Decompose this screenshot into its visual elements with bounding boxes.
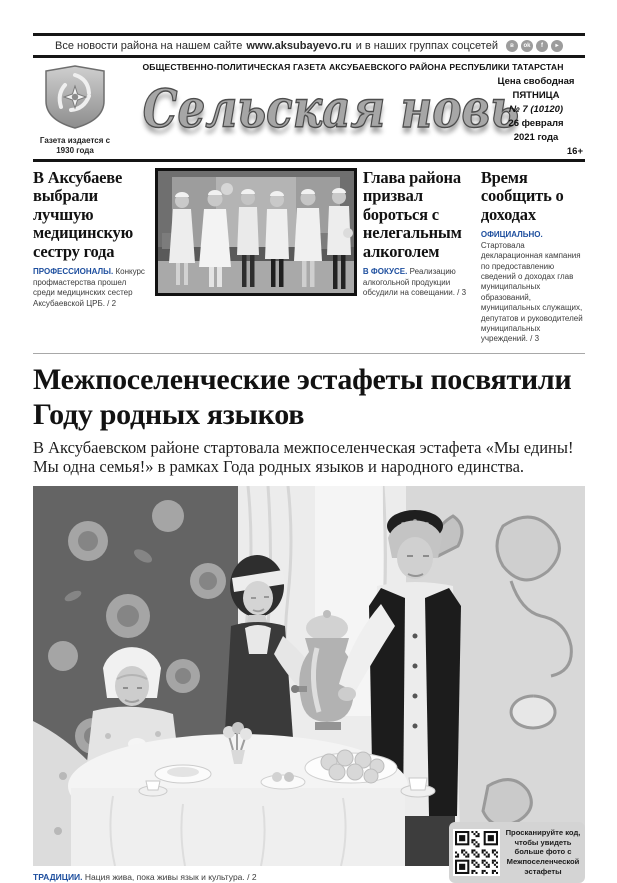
coat-of-arms-icon — [44, 65, 106, 129]
photo-caption — [33, 872, 423, 882]
teaser-text: Стартовала декларационная кампания по предоставлению сведений о доходах глав муниципальных образований, муниципальных служащих, депутатов и руководителей муниципальных учреждений. / 3 — [480, 240, 583, 344]
main-headline: Межпоселенческие эстафеты посвятили Году родных языков — [33, 362, 572, 431]
teaser-title: Глава района призвал бороться с нелегальным алкоголем — [362, 168, 462, 261]
weekday-label: ПЯТНИЦА — [512, 90, 560, 101]
teaser-text: Реализацию алкогольной продукции обсудили на совещании. / 3 — [362, 267, 467, 298]
teaser-kicker: ПРОФЕССИОНАЛЫ. — [33, 267, 114, 277]
teaser-alcohol[interactable] — [363, 168, 475, 345]
teaser-kicker: ОФИЦИАЛЬНО. — [480, 230, 543, 240]
newspaper-front-page — [33, 33, 585, 882]
qr-code — [455, 831, 498, 874]
logo-block — [33, 65, 117, 156]
qr-panel[interactable] — [449, 822, 585, 883]
teaser-kicker: В ФОКУСЕ. — [362, 267, 408, 277]
teaser-text: Конкурс профмастерства прошел среди медицинских сестер Аксубаевской ЦРБ. / 2 — [33, 267, 145, 308]
topbar-text-prefix: Все новости района на нашем сайте — [55, 40, 243, 52]
teaser-row — [33, 159, 585, 345]
site-url[interactable]: www.aksubayevo.ru — [246, 40, 352, 52]
topbar-text-suffix: и в наших группах соцсетей — [355, 40, 498, 52]
facebook-icon[interactable]: f — [536, 40, 548, 52]
issue-info — [487, 75, 585, 159]
nurses-photo — [155, 168, 357, 296]
youtube-icon[interactable]: ▸ — [551, 40, 563, 52]
price-label: Цена свободная — [497, 76, 575, 87]
teaser-summary — [481, 230, 585, 344]
teaser-summary — [33, 267, 149, 309]
main-subhead: В Аксубаевском районе стартовала межпоселенческая эстафета «Мы едины! Мы одна семья!» в рамках Года родных языков и народного единства. — [33, 437, 574, 477]
tea-ceremony-photo-image — [33, 486, 585, 866]
masthead-title: Сельская новь — [142, 79, 520, 140]
caption-text: Нация жива, пока живы язык и культура. / 2 — [84, 871, 257, 882]
nurses-photo-image — [158, 171, 354, 293]
teaser-summary — [363, 267, 475, 298]
newspaper-tagline: ОБЩЕСТВЕННО-ПОЛИТИЧЕСКАЯ ГАЗЕТА АКСУБАЕВСКОГО РАЙОНА РЕСПУБЛИКИ ТАТАРСТАН — [142, 62, 564, 72]
section-divider — [33, 353, 585, 354]
qr-instruction: Просканируйте код, чтобы увидеть больше фото с Межпоселенческой эстафеты — [505, 827, 581, 877]
ok-icon[interactable]: ok — [521, 40, 533, 52]
header — [33, 62, 585, 157]
age-rating-badge: 16+ — [566, 146, 583, 157]
teaser-title: В Аксубаеве выбрали лучшую медицинскую сестру года — [33, 168, 133, 261]
teaser-nurse-contest[interactable] — [33, 168, 149, 345]
issue-date: 26 февраля — [508, 118, 564, 129]
topbar — [33, 33, 585, 58]
caption-kicker: ТРАДИЦИИ. — [33, 871, 83, 882]
teaser-title: Время сообщить о доходах — [480, 168, 564, 224]
issue-number: № 7 (10120) — [508, 104, 564, 115]
founded-note: Газета издается с 1930 года — [39, 136, 111, 155]
teaser-income[interactable] — [481, 168, 585, 345]
issue-year: 2021 года — [513, 132, 559, 143]
qr-code-box — [453, 829, 500, 876]
social-icons — [506, 40, 563, 52]
vk-icon[interactable]: в — [506, 40, 518, 52]
